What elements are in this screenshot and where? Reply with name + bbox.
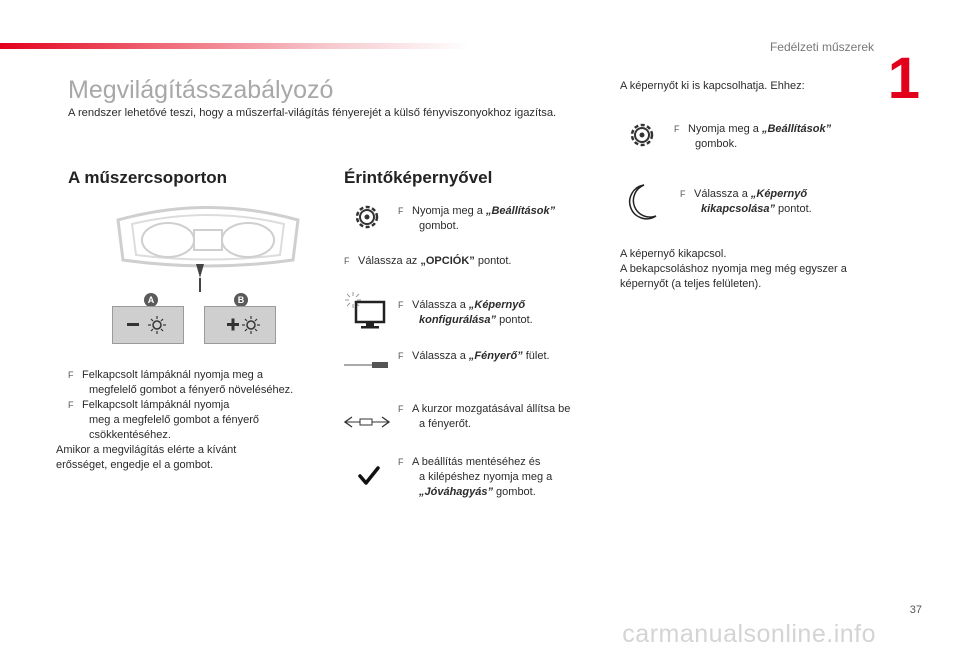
step-4-text: Válassza a [412, 350, 469, 362]
page-title: Megvilágításszabályozó [68, 76, 334, 104]
step-6: F A beállítás mentéséhez és a kilépéshez nyomja meg a „Jóváhagyás” gombot. [398, 456, 553, 498]
step-6-end: gombot. [492, 486, 536, 498]
right-step-2-bold2: kikapcsolása” [701, 203, 775, 215]
button-a-label: A [144, 293, 158, 307]
step-5-text: A kurzor mozgatásával állítsa be [412, 403, 571, 415]
right-step-1: F Nyomja meg a „Beállítások” gombok. [674, 123, 832, 150]
right-paragraph [620, 247, 847, 292]
left-bullet-2: Felkapcsolt lámpáknál nyomja [82, 399, 230, 411]
step-1-cont: gombot. [419, 220, 459, 232]
plus-sun-icon [205, 307, 275, 343]
step-5-cont: a fényerőt. [419, 418, 471, 430]
right-step-2-text: Válassza a [694, 188, 751, 200]
page-number: 37 [909, 604, 922, 616]
intro-text: A rendszer lehetővé teszi, hogy a műszerfal-világítás fényerejét a külső fényviszonyokhoz igazítsa. [68, 107, 557, 119]
moon-icon [622, 182, 660, 222]
minus-sun-icon [113, 307, 183, 343]
step-2: F Válassza az „OPCIÓK” pontot. [344, 255, 512, 267]
section-title: Fedélzeti műszerek [769, 40, 874, 54]
step-6-text: A beállítás mentéséhez és [412, 456, 541, 468]
chapter-number: 1 [887, 46, 920, 111]
step-5: F A kurzor mozgatásával állítsa be a fényerőt. [398, 403, 571, 430]
left-bullet-2c: csökkentéséhez. [89, 429, 171, 441]
button-b-label: B [234, 293, 248, 307]
left-para-2: erősséget, engedje el a gombot. [56, 459, 214, 471]
step-6-cont: a kilépéshez nyomja meg a [419, 471, 553, 483]
right-step-1-bold: „Beállítások” [761, 123, 832, 135]
brightness-decrease-button[interactable] [112, 306, 184, 344]
right-step-2-bold: „Képernyő [750, 188, 808, 200]
left-heading: A műszercsoporton [68, 168, 228, 187]
step-3-end: pontot. [496, 314, 533, 326]
step-3: F Válassza a „Képernyő konfigurálása” pontot. [398, 299, 533, 326]
step-4-bold: „Fényerő” [468, 350, 523, 362]
right-step-2: F Válassza a „Képernyő kikapcsolása” pontot. [680, 188, 812, 215]
right-para-2: A bekapcsoláshoz nyomja meg még egyszer a [620, 263, 847, 275]
step-1-bold: „Beállítások” [485, 205, 556, 217]
step-4: F Válassza a „Fényerő” fület. [398, 350, 550, 362]
gear-icon [627, 120, 657, 150]
step-3-bold2: konfigurálása” [419, 314, 497, 326]
right-para-1: A képernyő kikapcsol. [620, 248, 727, 260]
watermark: carmanualsonline.info [622, 620, 876, 648]
right-step-1-cont: gombok. [695, 138, 738, 150]
check-icon [358, 466, 380, 486]
right-para-3: képernyőt (a teljes felületen). [620, 278, 762, 290]
step-3-bold: „Képernyő [468, 299, 526, 311]
left-bullet-1b: megfelelő gombot a fényerő növeléséhez. [89, 384, 294, 396]
step-1: F Nyomja meg a „Beállítások” gombot. [398, 205, 556, 232]
slider-tab-icon [344, 360, 390, 370]
middle-heading: Érintőképernyővel [344, 168, 493, 187]
right-step-2-end: pontot. [775, 203, 812, 215]
left-bullet-2b: meg a megfelelő gombot a fényerő [89, 414, 259, 426]
right-intro: A képernyőt ki is kapcsolhatja. Ehhez: [620, 80, 805, 92]
left-instructions: F Felkapcsolt lámpáknál nyomja meg a megfelelő gombot a fényerő növeléséhez. F Felkapcsolt lámpáknál nyomja meg a megfelelő gombot a fényerő csökkentéséhez. Amikor a megvilágítás elérte a kívánt erősséget, engedje el a gombot. [68, 368, 328, 473]
left-para-1: Amikor a megvilágítás elérte a kívánt [56, 444, 237, 456]
left-bullet-1: Felkapcsolt lámpáknál nyomja meg a [82, 369, 263, 381]
slider-arrow-icon [344, 415, 390, 429]
brightness-increase-button[interactable] [204, 306, 276, 344]
step-2-bold: „OPCIÓK” [420, 255, 475, 267]
step-2-end: pontot. [474, 255, 512, 267]
screen-brightness-icon [344, 292, 386, 330]
right-step-1-text: Nyomja meg a [688, 123, 762, 135]
step-3-text: Válassza a [412, 299, 469, 311]
header-accent-bar [0, 43, 470, 49]
instrument-cluster-illustration [108, 200, 308, 292]
gear-icon [352, 202, 382, 232]
step-4-end: fület. [522, 350, 550, 362]
step-2-text: Válassza az [358, 255, 421, 267]
step-6-bold: „Jóváhagyás” [419, 486, 493, 498]
step-1-text: Nyomja meg a [412, 205, 486, 217]
